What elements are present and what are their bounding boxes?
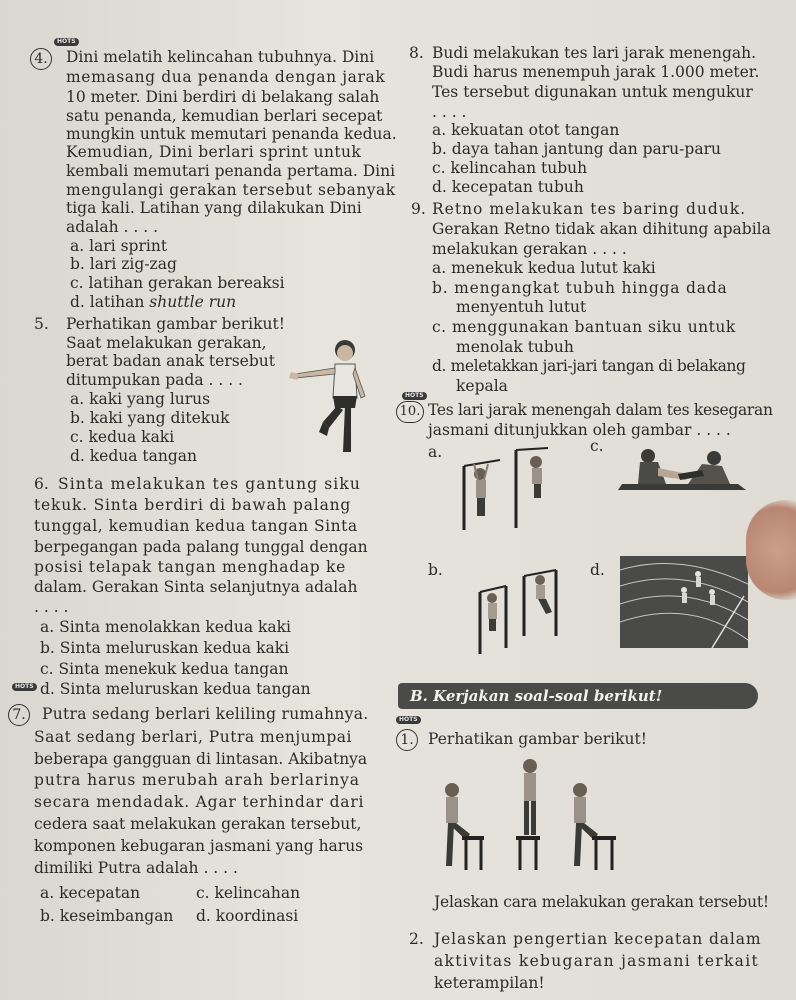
q4-option-a[interactable]: a. lari sprint <box>70 237 168 255</box>
q7-line: komponen kebugaran jasmani yang harus <box>34 837 364 855</box>
q9-option-b-cont: menyentuh lutut <box>456 298 587 316</box>
q6-option-b[interactable]: b. Sinta meluruskan kedua kaki <box>40 639 290 657</box>
q9-line: Retno melakukan tes baring duduk. <box>432 200 747 218</box>
section-b-banner: B. Kerjakan soal-soal berikut! <box>398 683 758 709</box>
question-4-number: 4. <box>30 48 52 70</box>
q4-line: tiga kali. Latihan yang dilakukan Dini <box>66 199 362 217</box>
q9-option-b[interactable]: b. mengangkat tubuh hingga dada <box>432 279 728 297</box>
q5-line: ditumpukan pada . . . . <box>66 371 243 389</box>
hots-badge: HOTS <box>54 38 79 46</box>
running-track-figure-d <box>620 556 748 648</box>
q6-line: dalam. Gerakan Sinta selanjutnya adalah <box>34 578 358 596</box>
section-b-q2-line: aktivitas kebugaran jasmani terkait <box>434 952 760 970</box>
q7-line: beberapa gangguan di lintasan. Akibatnya <box>34 750 368 768</box>
q7-option-b[interactable]: b. keseimbangan <box>40 907 174 925</box>
q8-line: . . . . <box>432 103 467 121</box>
q7-line: secara mendadak. Agar terhindar dari <box>34 793 365 811</box>
q5-line: Saat melakukan gerakan, <box>66 334 267 352</box>
q10-option-b-label[interactable]: b. <box>428 561 443 579</box>
balance-pose-figure <box>285 336 377 454</box>
question-9-number: 9. <box>411 200 426 218</box>
q6-line: tekuk. Sinta berdiri di bawah palang <box>34 496 352 514</box>
q6-line: . . . . <box>34 598 69 616</box>
sit-up-figure-c <box>618 444 746 492</box>
q7-line: Putra sedang berlari keliling rumahnya. <box>42 705 369 723</box>
section-b-question-2-number: 2. <box>409 930 424 948</box>
hots-badge: HOTS <box>12 683 37 691</box>
q7-line: putra harus merubah arah berlarinya <box>34 771 360 789</box>
q9-option-c-cont: menolak tubuh <box>456 338 574 356</box>
q8-option-b[interactable]: b. daya tahan jantung dan paru-paru <box>432 140 721 158</box>
question-10-number: 10. <box>396 401 424 423</box>
section-b-question-1-number: 1. <box>396 729 418 751</box>
q4-line: mungkin untuk memutari penanda kedua. <box>66 125 397 143</box>
q6-line: berpegangan pada palang tunggal dengan <box>34 538 368 556</box>
q10-line: jasmani ditunjukkan oleh gambar . . . . <box>428 421 731 439</box>
pull-up-figure-b <box>470 566 580 656</box>
q9-option-a[interactable]: a. menekuk kedua lutut kaki <box>432 259 656 277</box>
question-7-number: 7. <box>8 704 30 726</box>
q5-option-a[interactable]: a. kaki yang lurus <box>70 390 211 408</box>
question-8-number: 8. <box>409 44 424 62</box>
q7-line: Saat sedang berlari, Putra menjumpai <box>34 728 352 746</box>
q10-option-a-label[interactable]: a. <box>428 443 443 461</box>
q9-line: Gerakan Retno tidak akan dihitung apabila <box>432 220 771 238</box>
finger-at-edge <box>746 500 796 600</box>
q9-option-d-cont: kepala <box>456 377 508 395</box>
q8-line: Tes tersebut digunakan untuk mengukur <box>432 83 753 101</box>
q4-line: mengulangi gerakan tersebut sebanyak <box>66 181 396 199</box>
q6-option-a[interactable]: a. Sinta menolakkan kedua kaki <box>40 618 291 636</box>
q9-option-c[interactable]: c. menggunakan bantuan siku untuk <box>432 318 736 336</box>
hanging-bar-figure-a <box>460 446 552 532</box>
question-5-number: 5. <box>34 315 49 333</box>
q4-option-b[interactable]: b. lari zig-zag <box>70 255 177 273</box>
q4-line: Kemudian, Dini berlari sprint untuk <box>66 143 362 161</box>
q7-option-a[interactable]: a. kecepatan <box>40 884 141 902</box>
step-up-exercise-figure <box>436 754 626 874</box>
q10-line: Tes lari jarak menengah dalam tes kesegaran <box>428 401 773 419</box>
q6-option-d[interactable]: d. Sinta meluruskan kedua tangan <box>40 680 311 698</box>
q9-line: melakukan gerakan . . . . <box>432 240 627 258</box>
hots-badge: HOTS <box>402 392 427 400</box>
q7-option-c[interactable]: c. kelincahan <box>196 884 301 902</box>
q7-option-d[interactable]: d. koordinasi <box>196 907 299 925</box>
q8-option-c[interactable]: c. kelincahan tubuh <box>432 159 588 177</box>
q4-line: kembali memutari penanda pertama. Dini <box>66 162 396 180</box>
q4-line: adalah . . . . <box>66 218 159 236</box>
section-b-q1-text: Perhatikan gambar berikut! <box>428 730 647 748</box>
q7-line: cedera saat melakukan gerakan tersebut, <box>34 815 362 833</box>
q4-line: satu penanda, kemudian berlari secepat <box>66 107 383 125</box>
q4-line: 10 meter. Dini berdiri di belakang salah <box>66 88 380 106</box>
q9-option-d[interactable]: d. meletakkan jari-jari tangan di belakang <box>432 357 746 375</box>
q5-line: berat badan anak tersebut <box>66 352 275 370</box>
hots-badge: HOTS <box>396 716 421 724</box>
q8-option-d[interactable]: d. kecepatan tubuh <box>432 178 584 196</box>
q6-line: Sinta melakukan tes gantung siku <box>58 475 361 493</box>
q5-option-c[interactable]: c. kedua kaki <box>70 428 175 446</box>
q4-line: Dini melatih kelincahan tubuhnya. Dini <box>66 48 375 66</box>
question-6-number: 6. <box>34 475 49 493</box>
q5-option-b[interactable]: b. kaki yang ditekuk <box>70 409 230 427</box>
q8-line: Budi melakukan tes lari jarak menengah. <box>432 44 757 62</box>
q4-line: memasang dua penanda dengan jarak <box>66 68 386 86</box>
q6-line: posisi telapak tangan menghadap ke <box>34 558 346 576</box>
q5-line: Perhatikan gambar berikut! <box>66 315 285 333</box>
q4-option-d[interactable]: d. latihan shuttle run <box>70 293 237 311</box>
q10-option-d-label[interactable]: d. <box>590 561 605 579</box>
q10-option-c-label[interactable]: c. <box>590 437 604 455</box>
q6-line: tunggal, kemudian kedua tangan Sinta <box>34 517 358 535</box>
q8-option-a[interactable]: a. kekuatan otot tangan <box>432 121 620 139</box>
section-b-q2-line: keterampilan! <box>434 974 545 992</box>
q5-option-d[interactable]: d. kedua tangan <box>70 447 198 465</box>
q7-line: dimiliki Putra adalah . . . . <box>34 859 238 877</box>
section-b-q1-instruction: Jelaskan cara melakukan gerakan tersebut! <box>434 893 769 911</box>
q4-option-c[interactable]: c. latihan gerakan bereaksi <box>70 274 285 292</box>
q8-line: Budi harus menempuh jarak 1.000 meter. <box>432 63 760 81</box>
section-b-q2-line: Jelaskan pengertian kecepatan dalam <box>434 930 762 948</box>
q6-option-c[interactable]: c. Sinta menekuk kedua tangan <box>40 660 289 678</box>
